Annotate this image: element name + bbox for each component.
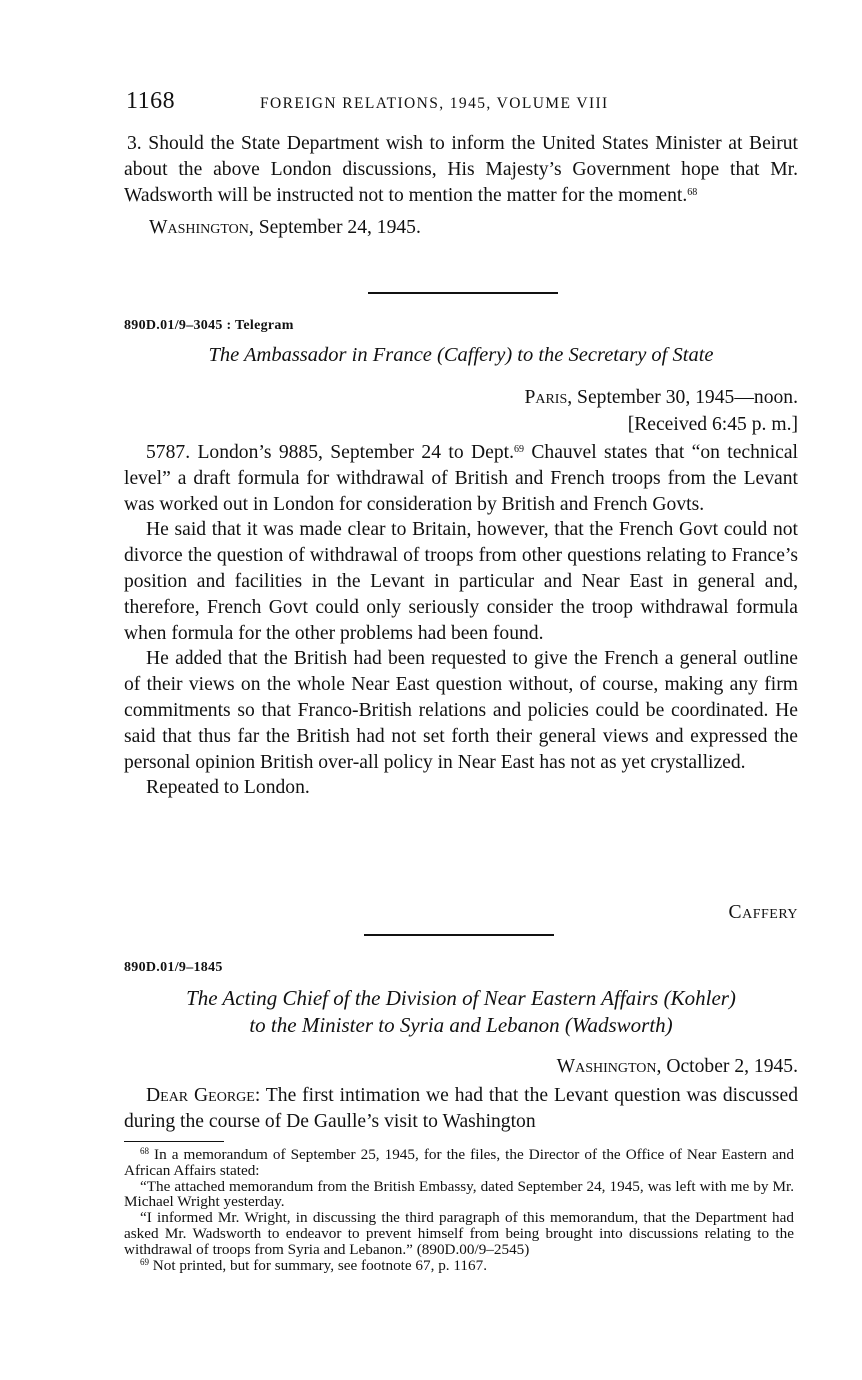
footnote-68-quote: “I informed Mr. Wright, in discussing the third paragraph of this memorandum, that the Department had asked Mr. Wadsworth to endeavor to prevent himself from being brought into discussions relating to the withdrawal of troops from Syria and Lebanon.” (890D.00/9–2545) <box>124 1209 794 1258</box>
footnotes <box>124 1147 794 1273</box>
dateline <box>124 215 798 241</box>
dateline-date: , September 24, 1945. <box>248 217 421 239</box>
paragraph: He said that it was made clear to Britain, however, that the French Govt could not divorce the question of withdrawal of troops from other questions relating to France’s position and facilities in the Levant in particular and Near East in general and, therefore, French Govt could only seriously consider the troop withdrawal formula when formula for the other problems had been found. <box>124 519 798 644</box>
footnote-69: $^{69}$ Not printed, but for summary, see footnote 67, p. 1167. <box>140 1256 488 1274</box>
footnote-68-quote: “The attached memorandum from the British Embassy, dated September 24, 1945, was left with me by Mr. Michael Wright yesterday. <box>124 1177 794 1211</box>
footnote-ref-69[interactable]: 69 <box>513 444 524 455</box>
dateline-place: Washington <box>556 1056 657 1077</box>
document-2-body <box>124 440 798 801</box>
signature: Caffery <box>728 902 798 923</box>
paragraph: 3. Should the State Department wish to inform the United States Minister at Beirut about the above London discussions, His Majesty’s Government hope that Mr. Wadsworth will be instructed not to mention the matter for the moment.$^{68}$ <box>124 133 798 206</box>
dateline <box>124 1054 798 1080</box>
dateline-date: , September 30, 1945—noon. <box>567 387 798 408</box>
file-number: 890D.01/9–3045 : Telegram <box>124 318 294 333</box>
footnote-divider <box>124 1141 224 1142</box>
document-3-body <box>124 1054 798 1134</box>
file-number: 890D.01/9–1845 <box>124 960 223 975</box>
dateline-date: , October 2, 1945. <box>656 1056 798 1077</box>
document-title: The Ambassador in France (Caffery) to the Secretary of State <box>208 344 714 366</box>
paragraph: 5787. London’s 9885, September 24 to Dept.$^{69}$ Chauvel states that “on technical level” a draft formula for withdrawal of British and French troops from the Levant was worked out in London for consideration by British and French Govts. <box>124 442 799 515</box>
section-divider <box>368 292 558 294</box>
document-1-continuation <box>124 131 798 241</box>
running-head <box>124 88 798 118</box>
dateline-place: Paris <box>524 387 568 408</box>
document-title-line-1: The Acting Chief of the Division of Near Eastern Affairs (Kohler) <box>186 986 736 1010</box>
dateline-place: Washington <box>149 217 249 239</box>
salutation: Dear George <box>146 1084 255 1106</box>
document-2-dateline <box>124 385 798 438</box>
paragraph: He added that the British had been requested to give the French a general outline of their views on the whole Near East question without, of course, making any firm commitments so that Franco-British relations and policies could be coordinated. He said that thus far the British had not set forth their general views and expressed the personal opinion British over-all policy in Near East has not as yet crystallized. <box>124 648 798 773</box>
dateline <box>124 385 798 411</box>
page-number: 1168 <box>126 88 176 114</box>
footnote-marker: 68 <box>140 1146 149 1156</box>
paragraph: Dear George: The first intimation we had that the Levant question was discussed during the course of De Gaulle’s visit to Washington <box>124 1084 798 1132</box>
running-title: FOREIGN RELATIONS, 1945, VOLUME VIII <box>260 95 609 112</box>
footnote-68: $^{68}$ In a memorandum of September 25, 1945, for the files, the Director of the Office of Near Eastern and African Affairs stated: <box>124 1146 794 1179</box>
footnote-ref-68[interactable]: 68 <box>687 186 698 198</box>
section-divider <box>364 934 554 936</box>
received-line: [Received 6:45 p. m.] <box>627 413 798 435</box>
footnote-marker: 69 <box>140 1256 149 1267</box>
paragraph: Repeated to London. <box>146 777 310 799</box>
document-title-line-2: to the Minister to Syria and Lebanon (Wadsworth) <box>249 1013 673 1037</box>
